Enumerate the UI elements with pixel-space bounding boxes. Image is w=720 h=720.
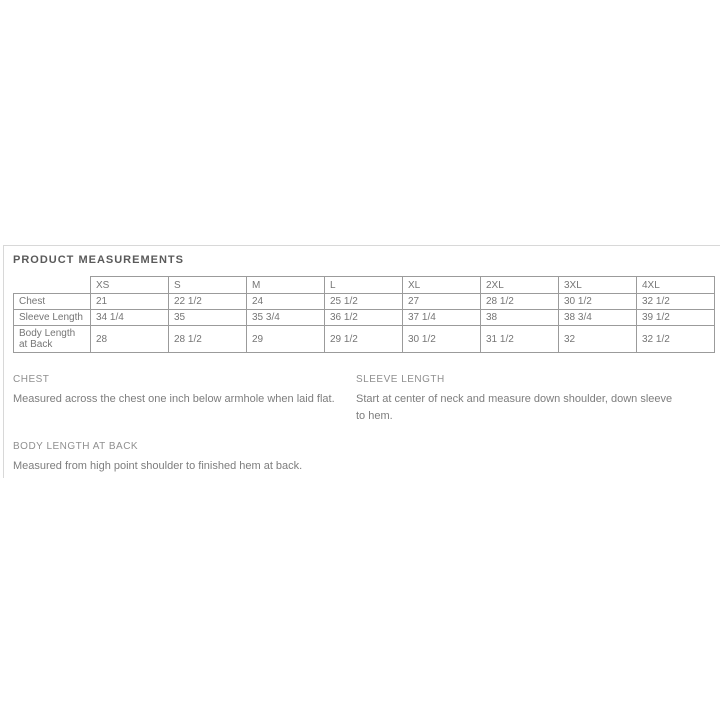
- table-row-sleeve-length: [14, 310, 715, 326]
- size-column-header-l: L: [325, 277, 403, 294]
- description-body-length-at-back-heading: BODY LENGTH AT BACK: [13, 441, 139, 452]
- description-body-length-at-back: [13, 441, 356, 475]
- size-table-corner-cell: [14, 277, 91, 294]
- size-column-header-s: S: [169, 277, 247, 294]
- measurement-cell: 28 1/2: [169, 326, 247, 353]
- size-column-header-xl: XL: [403, 277, 481, 294]
- measurement-cell: 27: [403, 294, 481, 310]
- measurement-cell: 35 3/4: [247, 310, 325, 326]
- measurement-cell: 38 3/4: [559, 310, 637, 326]
- measurement-cell: 29 1/2: [325, 326, 403, 353]
- measurement-cell: 32: [559, 326, 637, 353]
- measurement-cell: 32 1/2: [637, 326, 715, 353]
- measurement-cell: 30 1/2: [559, 294, 637, 310]
- row-label-body-length-at-back: Body Length at Back: [14, 326, 91, 353]
- measurement-cell: 39 1/2: [637, 310, 715, 326]
- measurement-cell: 28: [91, 326, 169, 353]
- size-table: [13, 276, 715, 353]
- table-row-chest: [14, 294, 715, 310]
- measurement-cell: 37 1/4: [403, 310, 481, 326]
- description-sleeve-length-heading: SLEEVE LENGTH: [356, 374, 445, 385]
- table-row-body-length-at-back: [14, 326, 715, 353]
- measurement-cell: 35: [169, 310, 247, 326]
- size-column-header-3xl: 3XL: [559, 277, 637, 294]
- measurement-cell: 31 1/2: [481, 326, 559, 353]
- description-chest-text: Measured across the chest one inch below armhole when laid flat.: [13, 393, 335, 405]
- product-measurements-panel: [3, 245, 720, 478]
- description-sleeve-length: [356, 374, 712, 425]
- description-sleeve-length-text: Start at center of neck and measure down shoulder, down sleeve to hem.: [356, 393, 673, 422]
- measurement-cell: 29: [247, 326, 325, 353]
- row-label-sleeve-length: Sleeve Length: [14, 310, 91, 326]
- row-label-chest: Chest: [14, 294, 91, 310]
- size-column-header-2xl: 2XL: [481, 277, 559, 294]
- measurement-cell: 38: [481, 310, 559, 326]
- measurement-cell: 32 1/2: [637, 294, 715, 310]
- measurement-cell: 25 1/2: [325, 294, 403, 310]
- description-chest-heading: CHEST: [13, 374, 50, 385]
- description-body-length-at-back-text: Measured from high point shoulder to finished hem at back.: [13, 460, 303, 472]
- size-column-header-xs: XS: [91, 277, 169, 294]
- measurement-cell: 21: [91, 294, 169, 310]
- panel-title: PRODUCT MEASUREMENTS: [13, 254, 184, 266]
- measurement-cell: 30 1/2: [403, 326, 481, 353]
- size-column-header-m: M: [247, 277, 325, 294]
- measurement-descriptions: [13, 374, 712, 475]
- measurement-cell: 28 1/2: [481, 294, 559, 310]
- measurement-cell: 34 1/4: [91, 310, 169, 326]
- size-table-header-row: [14, 277, 715, 294]
- size-column-header-4xl: 4XL: [637, 277, 715, 294]
- description-chest: [13, 374, 356, 425]
- measurement-cell: 22 1/2: [169, 294, 247, 310]
- measurement-cell: 24: [247, 294, 325, 310]
- measurement-cell: 36 1/2: [325, 310, 403, 326]
